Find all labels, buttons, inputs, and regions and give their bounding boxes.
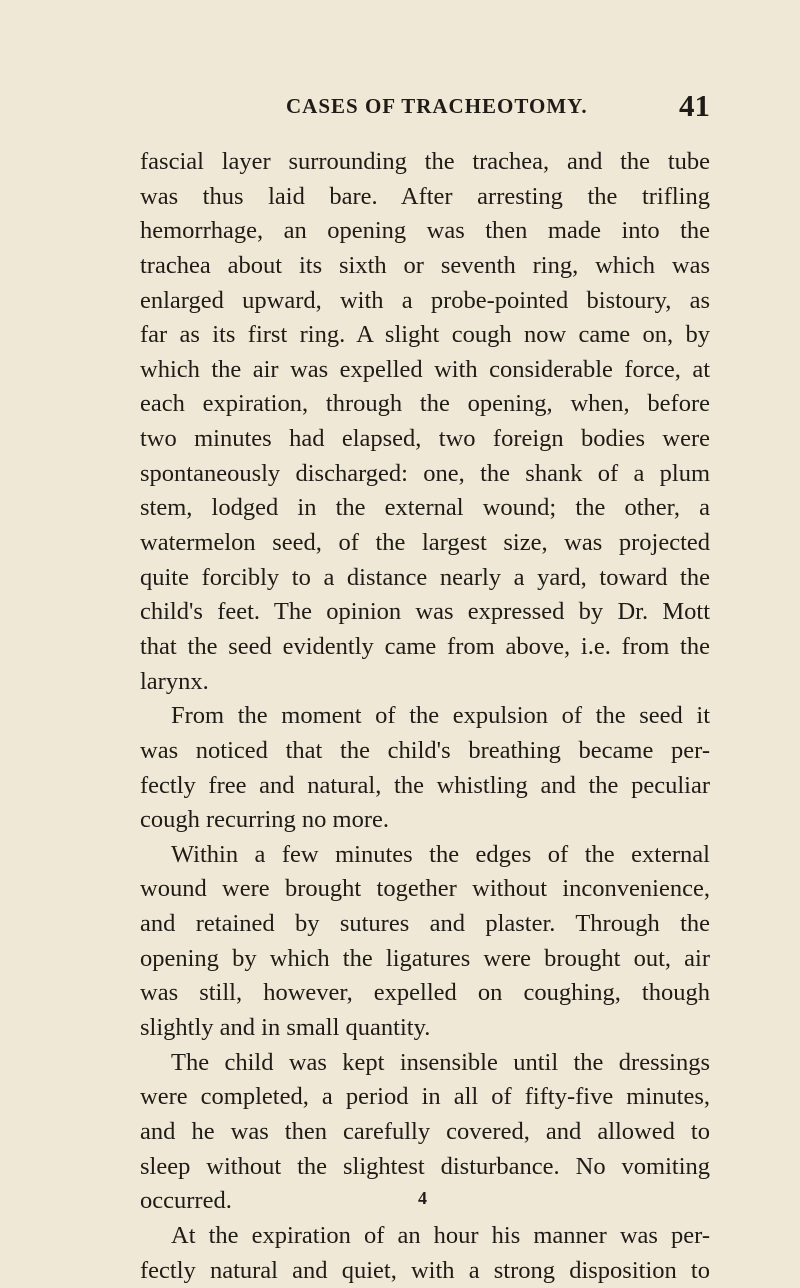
- text-line: fascial layer surrounding the trachea, and the tube: [140, 145, 710, 180]
- text-line: far as its first ring. A slight cough now came on, by: [140, 318, 710, 353]
- text-line: that the seed evidently came from above, i.e. from the: [140, 630, 710, 665]
- text-line: child's feet. The opinion was expressed by Dr. Mott: [140, 595, 710, 630]
- text-line: wound were brought together without inconvenience,: [140, 872, 710, 907]
- text-line: The child was kept insensible until the dressings: [140, 1046, 710, 1081]
- signature-mark: 4: [418, 1188, 427, 1209]
- text-line: sleep without the slightest disturbance. No vomiting: [140, 1150, 710, 1185]
- text-line: were completed, a period in all of fifty-five minutes,: [140, 1080, 710, 1115]
- text-line: opening by which the ligatures were brought out, air: [140, 942, 710, 977]
- text-line: and he was then carefully covered, and allowed to: [140, 1115, 710, 1150]
- text-line: spontaneously discharged: one, the shank of a plum: [140, 457, 710, 492]
- text-line: watermelon seed, of the largest size, was projected: [140, 526, 710, 561]
- text-line: fectly free and natural, the whistling and the peculiar: [140, 769, 710, 804]
- running-title: CASES OF TRACHEOTOMY.: [286, 94, 588, 119]
- running-head: [140, 94, 710, 124]
- text-line: slightly and in small quantity.: [140, 1011, 710, 1046]
- text-line: quite forcibly to a distance nearly a yard, toward the: [140, 561, 710, 596]
- text-line: enlarged upward, with a probe-pointed bistoury, as: [140, 284, 710, 319]
- body-text: [140, 145, 710, 1288]
- text-line: was still, however, expelled on coughing, though: [140, 976, 710, 1011]
- text-line: trachea about its sixth or seventh ring, which was: [140, 249, 710, 284]
- text-line: each expiration, through the opening, when, before: [140, 387, 710, 422]
- text-line: was thus laid bare. After arresting the trifling: [140, 180, 710, 215]
- page-number: 41: [679, 88, 710, 124]
- text-line: cough recurring no more.: [140, 803, 710, 838]
- text-line: two minutes had elapsed, two foreign bodies were: [140, 422, 710, 457]
- text-line: stem, lodged in the external wound; the other, a: [140, 491, 710, 526]
- text-line: Within a few minutes the edges of the external: [140, 838, 710, 873]
- text-line: At the expiration of an hour his manner was per-: [140, 1219, 710, 1254]
- text-line: which the air was expelled with considerable force, at: [140, 353, 710, 388]
- text-line: was noticed that the child's breathing became per-: [140, 734, 710, 769]
- text-line: and retained by sutures and plaster. Through the: [140, 907, 710, 942]
- text-line: occurred.: [140, 1184, 710, 1219]
- text-line: hemorrhage, an opening was then made into the: [140, 214, 710, 249]
- text-line: fectly natural and quiet, with a strong disposition to: [140, 1254, 710, 1288]
- text-line: From the moment of the expulsion of the seed it: [140, 699, 710, 734]
- text-line: larynx.: [140, 665, 710, 700]
